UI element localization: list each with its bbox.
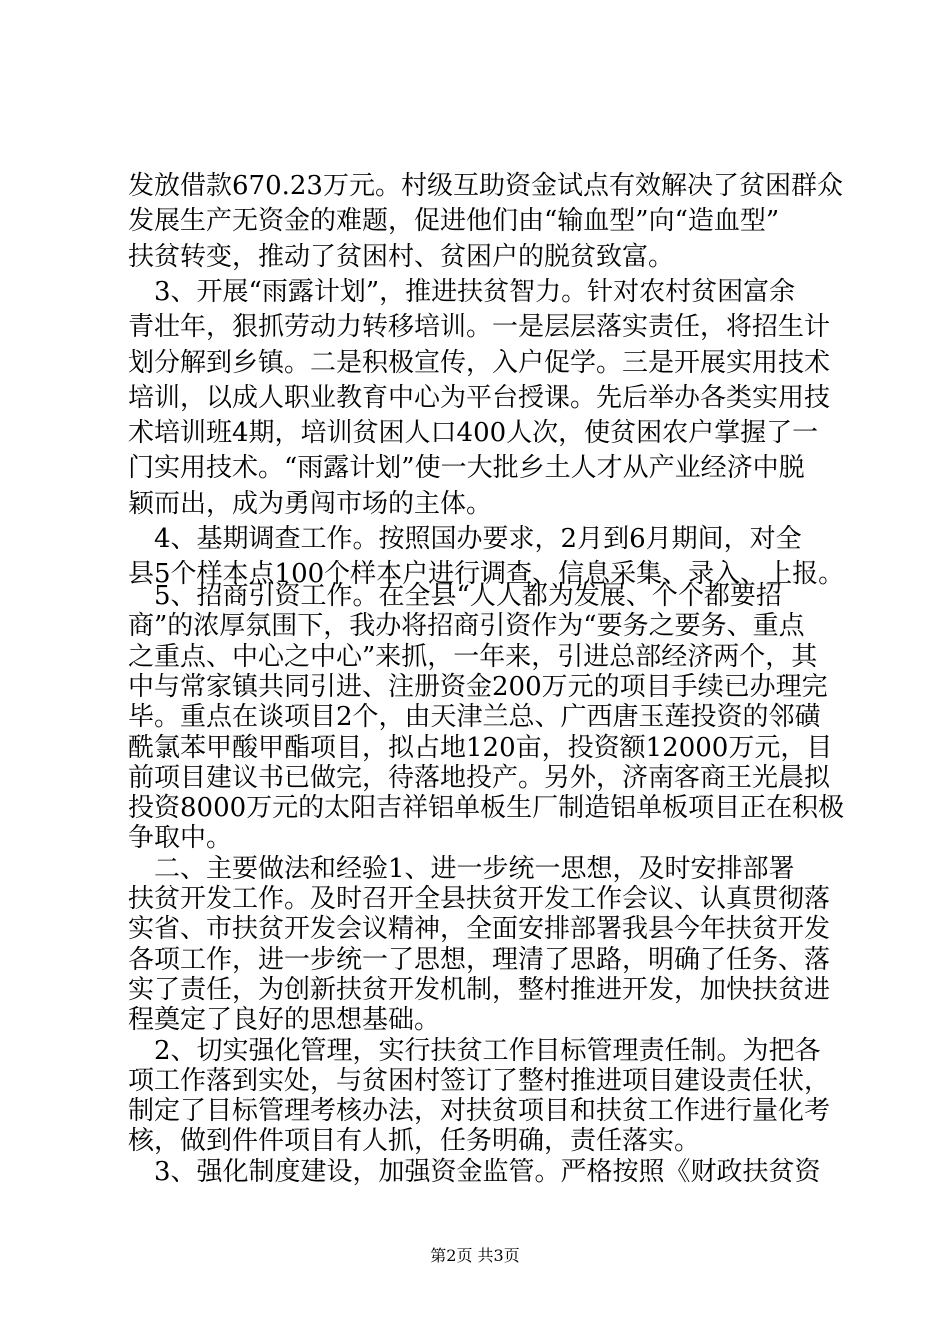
text-line: 3、强化制度建设，加强资金监管。严格按照《财政扶贫资 (128, 1156, 821, 1187)
text-line: 实省、市扶贫开发会议精神，全面安排部署我县今年扶贫开发 (128, 914, 831, 945)
text-line: 划分解到乡镇。二是积极宣传，入户促学。三是开展实用技术 (128, 347, 831, 378)
text-line: 县5个样本点100个样本户进行调查、信息采集、录入、上报。 (128, 559, 845, 590)
text-line: 投资8000万元的太阳吉祥铝单板生厂制造铝单板项目正在积极 (128, 793, 845, 824)
text-line: 青壮年，狠抓劳动力转移培训。一是层层落实责任，将招生计 (128, 312, 831, 343)
text-line: 实了责任，为创新扶贫开发机制，整村推进开发，加快扶贫进 (128, 974, 831, 1005)
text-line: 程奠定了良好的思想基础。 (128, 1005, 441, 1036)
text-line: 培训，以成人职业教育中心为平台授课。先后举办各类实用技 (128, 382, 831, 413)
text-line: 门实用技术。“雨露计划”使一大批乡土人才从产业经济中脱 (128, 453, 805, 484)
text-line: 毕。重点在谈项目2个，由天津兰总、广西唐玉莲投资的邻磺 (128, 702, 821, 733)
text-line: 项工作落到实处，与贫困村签订了整村推进项目建设责任状， (128, 1065, 831, 1096)
text-line: 核，做到件件项目有人抓，任务明确，责任落实。 (128, 1126, 701, 1157)
text-line: 扶贫转变，推动了贫困村、贫困户的脱贫致富。 (128, 241, 675, 272)
text-line: 制定了目标管理考核办法，对扶贫项目和扶贫工作进行量化考 (128, 1096, 831, 1127)
text-line: 各项工作，进一步统一了思想，理清了思路，明确了任务、落 (128, 944, 831, 975)
text-line: 之重点、中心之中心”来抓，一年来，引进总部经济两个，其 (128, 641, 818, 672)
text-line: 3、开展“雨露计划”，推进扶贫智力。针对农村贫困富余 (128, 276, 796, 307)
page-footer: 第2页 共3页 (430, 1246, 520, 1265)
text-line: 发展生产无资金的难题，促进他们由“输血型”向“造血型” (128, 206, 780, 237)
text-line: 二、主要做法和经验1、进一步统一思想，及时安排部署 (128, 853, 795, 884)
text-line: 发放借款670.23万元。村级互助资金试点有效解决了贫困群众 (128, 171, 843, 201)
text-line: 争取中。 (128, 823, 233, 854)
text-line: 商”的浓厚氛围下，我办将招商引资作为“要务之要务、重点 (128, 611, 805, 642)
text-line: 酰氯苯甲酸甲酯项目，拟占地120亩，投资额12000万元，目 (128, 732, 833, 763)
text-line: 2、切实强化管理，实行扶贫工作目标管理责任制。为把各 (128, 1035, 821, 1066)
text-line: 术培训班4期，培训贫困人口400人次，使贫困农户掌握了一 (128, 418, 819, 449)
text-line: 颖而出，成为勇闯市场的主体。 (128, 488, 493, 519)
text-line: 前项目建议书已做完，待落地投产。另外，济南客商王光晨拟 (128, 762, 831, 793)
text-line: 4、基期调查工作。按照国办要求，2月到6月期间，对全 (128, 524, 802, 554)
text-line: 扶贫开发工作。及时召开全县扶贫开发工作会议、认真贯彻落 (128, 884, 831, 914)
text-line: 中与常家镇共同引进、注册资金200万元的项目手续已办理完 (128, 671, 828, 702)
text-line: 5、招商引资工作。在全县“人人都为发展、个个都要招 (128, 581, 782, 611)
